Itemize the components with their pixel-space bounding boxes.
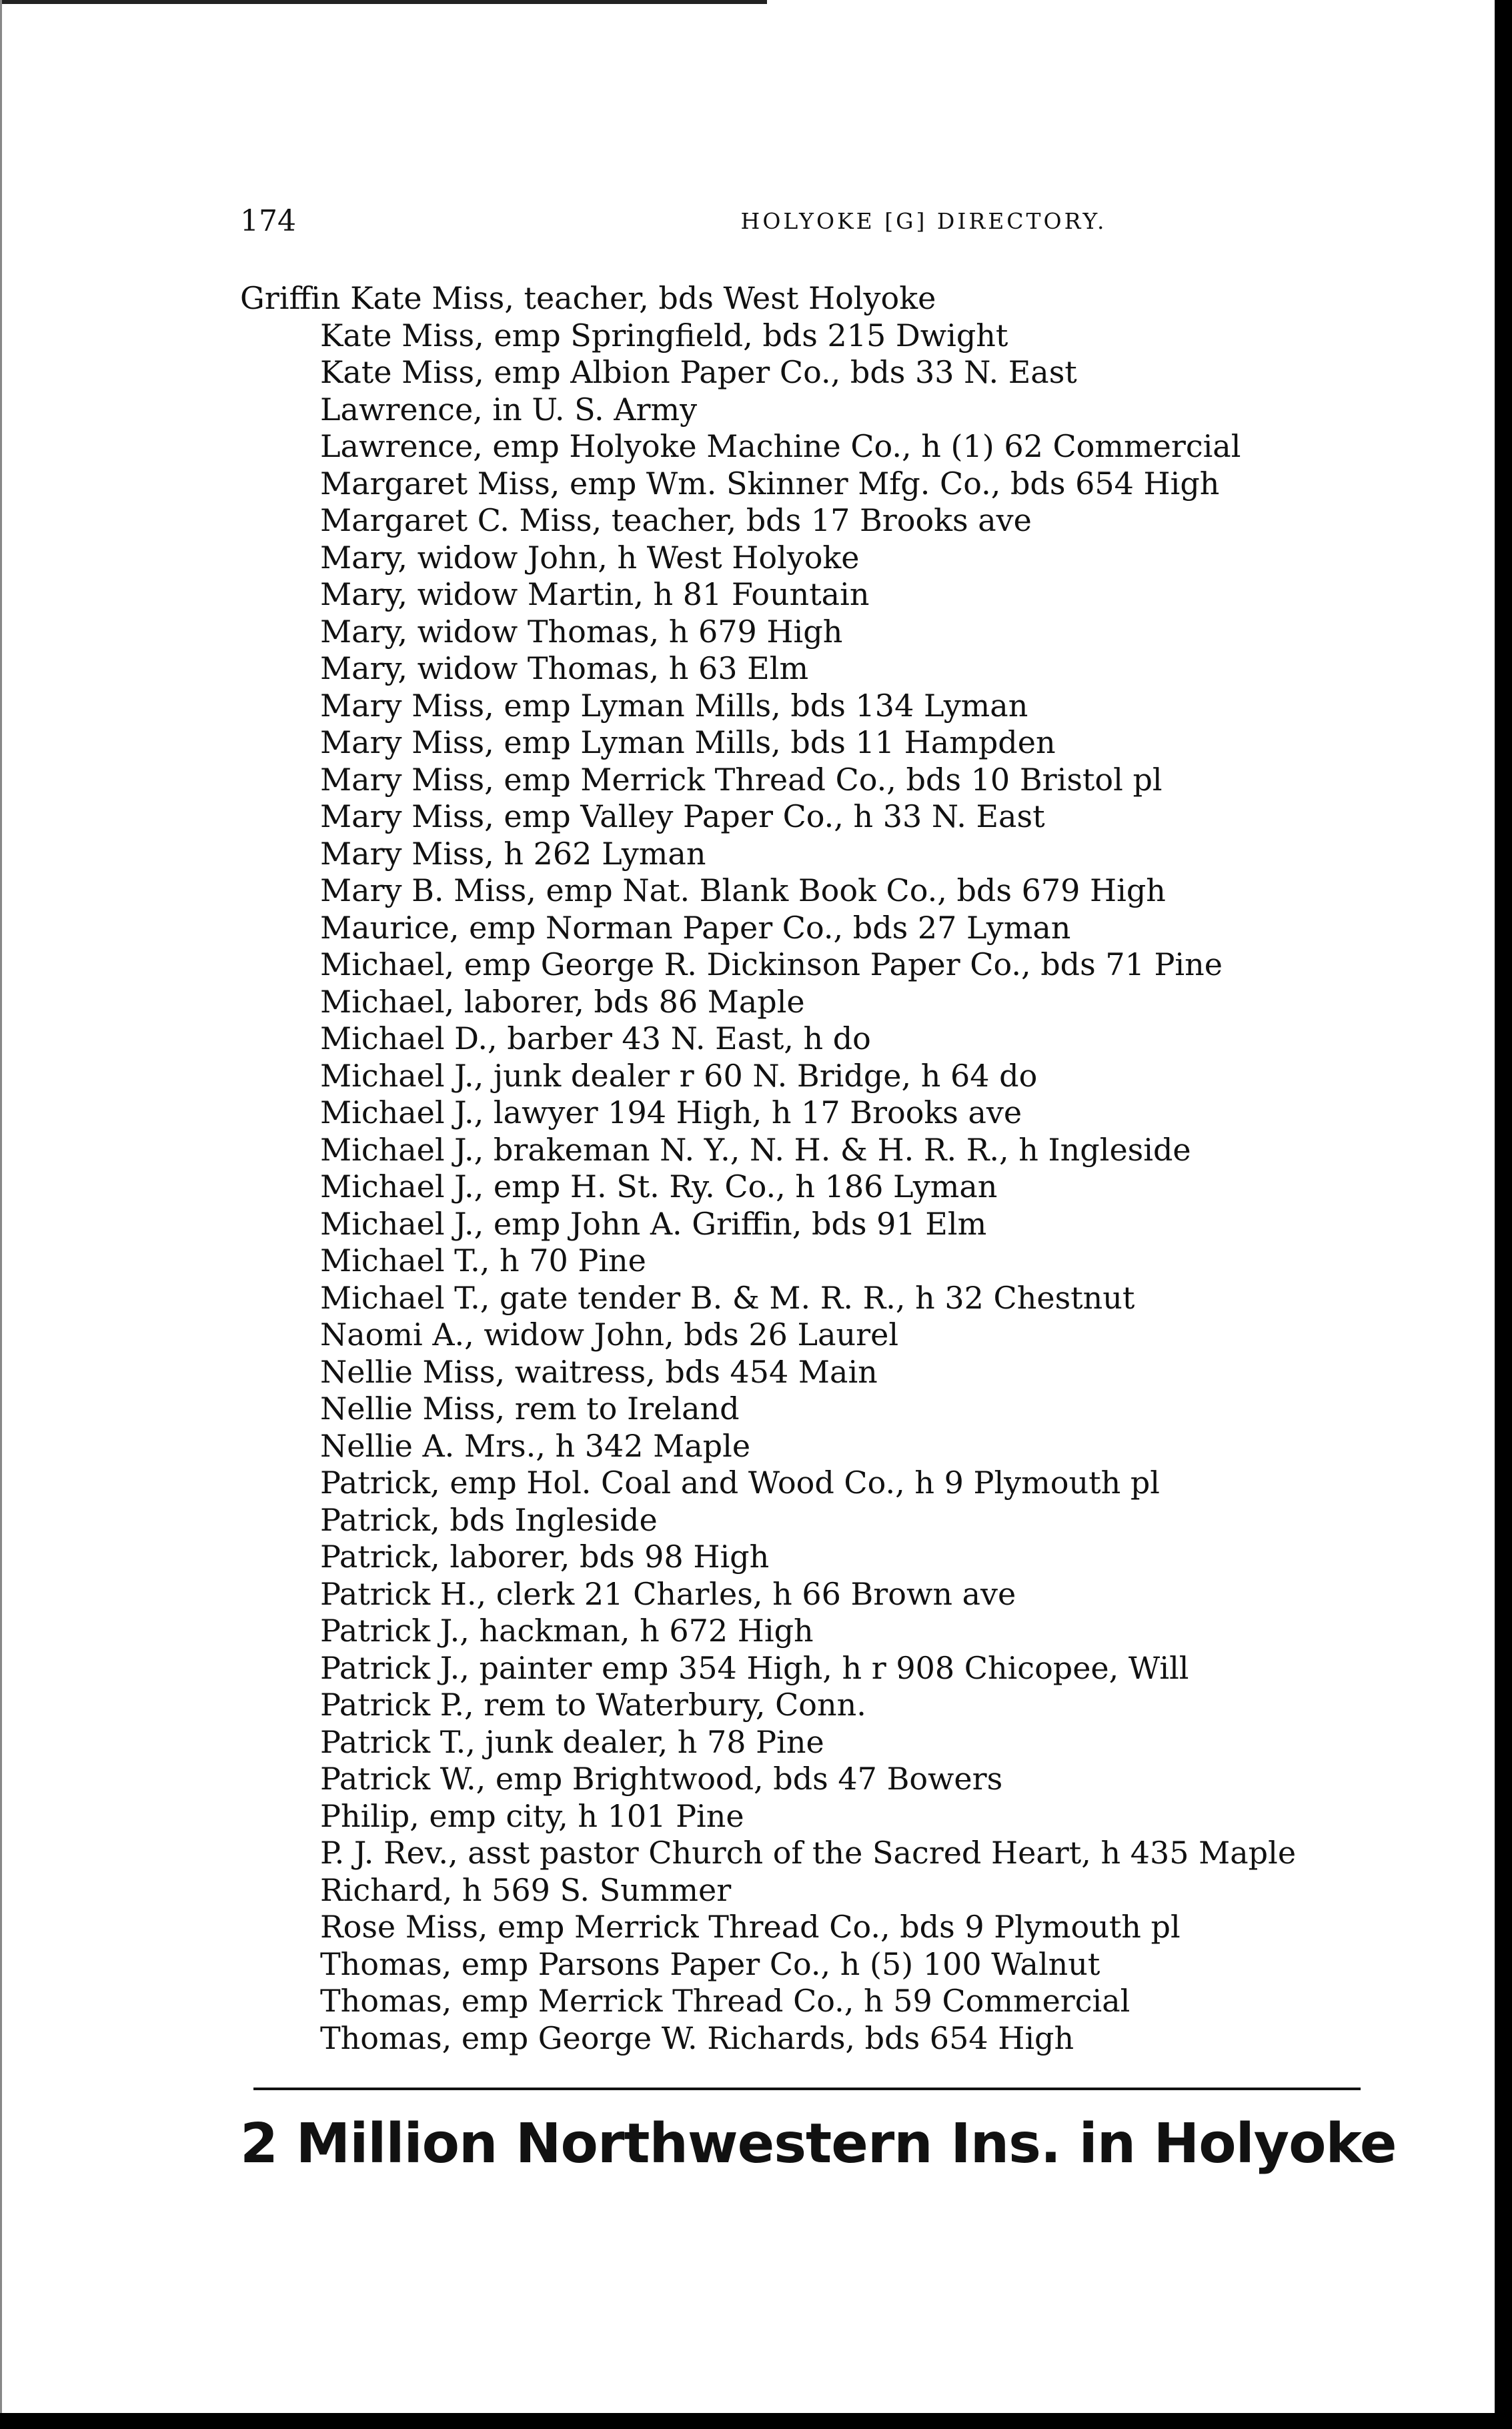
directory-entry: Griffin Kate Miss, teacher, bds West Holyoke — [240, 280, 936, 316]
directory-entry: Mary Miss, emp Valley Paper Co., h 33 N. East — [320, 798, 1045, 834]
directory-entry: Mary Miss, h 262 Lyman — [320, 835, 706, 872]
directory-entry: Michael D., barber 43 N. East, h do — [320, 1020, 871, 1056]
directory-entry: Philip, emp city, h 101 Pine — [320, 1797, 744, 1834]
advertisement-banner: 2 Million Northwestern Ins. in Holyoke — [240, 2112, 1397, 2176]
directory-entry: P. J. Rev., asst pastor Church of the Sacred Heart, h 435 Maple — [320, 1835, 1297, 1871]
directory-entry: Patrick P., rem to Waterbury, Conn. — [320, 1687, 866, 1723]
directory-entry: Thomas, emp Merrick Thread Co., h 59 Commercial — [320, 1983, 1130, 2019]
directory-entry: Margaret Miss, emp Wm. Skinner Mfg. Co., bds 654 High — [320, 465, 1220, 502]
directory-entry: Patrick, laborer, bds 98 High — [320, 1539, 770, 1575]
directory-entry: Thomas, emp Parsons Paper Co., h (5) 100 Walnut — [320, 1945, 1100, 1982]
directory-entry: Michael J., lawyer 194 High, h 17 Brooks ave — [320, 1094, 1022, 1130]
directory-entry: Patrick J., painter emp 354 High, h r 908 Chicopee, Will — [320, 1649, 1189, 1686]
directory-entry: Mary Miss, emp Merrick Thread Co., bds 10 Bristol pl — [320, 761, 1163, 798]
page-header — [240, 201, 1374, 241]
directory-entry: Mary, widow Martin, h 81 Fountain — [320, 576, 870, 612]
top-edge-rule — [0, 0, 767, 4]
directory-entry: Thomas, emp George W. Richards, bds 654 High — [320, 2019, 1074, 2056]
directory-entry: Patrick, emp Hol. Coal and Wood Co., h 9 Plymouth pl — [320, 1465, 1161, 1501]
directory-entry: Patrick H., clerk 21 Charles, h 66 Brown ave — [320, 1575, 1016, 1612]
directory-entry: Lawrence, emp Holyoke Machine Co., h (1) 62 Commercial — [320, 428, 1241, 464]
directory-entry: Michael T., gate tender B. & M. R. R., h 32 Chestnut — [320, 1279, 1135, 1316]
directory-entries — [240, 280, 1374, 2057]
directory-entry: Patrick, bds Ingleside — [320, 1501, 658, 1538]
directory-entry: Patrick J., hackman, h 672 High — [320, 1613, 814, 1649]
directory-entry: Mary B. Miss, emp Nat. Blank Book Co., bds 679 High — [320, 872, 1166, 908]
directory-entry: Michael, emp George R. Dickinson Paper Co., bds 71 Pine — [320, 946, 1223, 982]
directory-entry: Nellie Miss, waitress, bds 454 Main — [320, 1353, 878, 1390]
directory-entry: Maurice, emp Norman Paper Co., bds 27 Lyman — [320, 909, 1071, 946]
directory-entry: Kate Miss, emp Springfield, bds 215 Dwight — [320, 317, 1008, 353]
running-head: HOLYOKE [G] DIRECTORY. — [740, 208, 1107, 234]
directory-entry: Michael J., junk dealer r 60 N. Bridge, h 64 do — [320, 1057, 1038, 1094]
directory-entry: Mary, widow Thomas, h 63 Elm — [320, 650, 809, 686]
directory-entry: Richard, h 569 S. Summer — [320, 1871, 732, 1908]
directory-entry: Lawrence, in U. S. Army — [320, 391, 698, 428]
directory-entry: Michael J., emp H. St. Ry. Co., h 186 Lyman — [320, 1168, 998, 1204]
directory-entry: Margaret C. Miss, teacher, bds 17 Brooks ave — [320, 502, 1032, 538]
directory-entry: Mary Miss, emp Lyman Mills, bds 11 Hampden — [320, 724, 1056, 760]
directory-entry: Kate Miss, emp Albion Paper Co., bds 33 N. East — [320, 354, 1077, 390]
advert-divider — [253, 2088, 1361, 2090]
directory-entry: Patrick W., emp Brightwood, bds 47 Bowers — [320, 1761, 1003, 1797]
directory-entry: Michael J., brakeman N. Y., N. H. & H. R. R., h Ingleside — [320, 1131, 1191, 1168]
directory-entry: Michael T., h 70 Pine — [320, 1243, 646, 1279]
directory-entry: Nellie A. Mrs., h 342 Maple — [320, 1427, 751, 1464]
directory-entry: Naomi A., widow John, bds 26 Laurel — [320, 1317, 899, 1353]
left-edge-rule — [0, 0, 2, 2413]
directory-entry: Michael J., emp John A. Griffin, bds 91 Elm — [320, 1205, 987, 1242]
directory-entry: Mary, widow John, h West Holyoke — [320, 539, 860, 576]
directory-entry: Patrick T., junk dealer, h 78 Pine — [320, 1723, 824, 1760]
directory-entry: Nellie Miss, rem to Ireland — [320, 1391, 740, 1427]
directory-entry: Mary Miss, emp Lyman Mills, bds 134 Lyman — [320, 687, 1028, 724]
directory-entry: Michael, laborer, bds 86 Maple — [320, 983, 805, 1020]
directory-entry: Rose Miss, emp Merrick Thread Co., bds 9 Plymouth pl — [320, 1909, 1181, 1945]
directory-entry: Mary, widow Thomas, h 679 High — [320, 613, 843, 650]
page-number: 174 — [240, 204, 296, 238]
